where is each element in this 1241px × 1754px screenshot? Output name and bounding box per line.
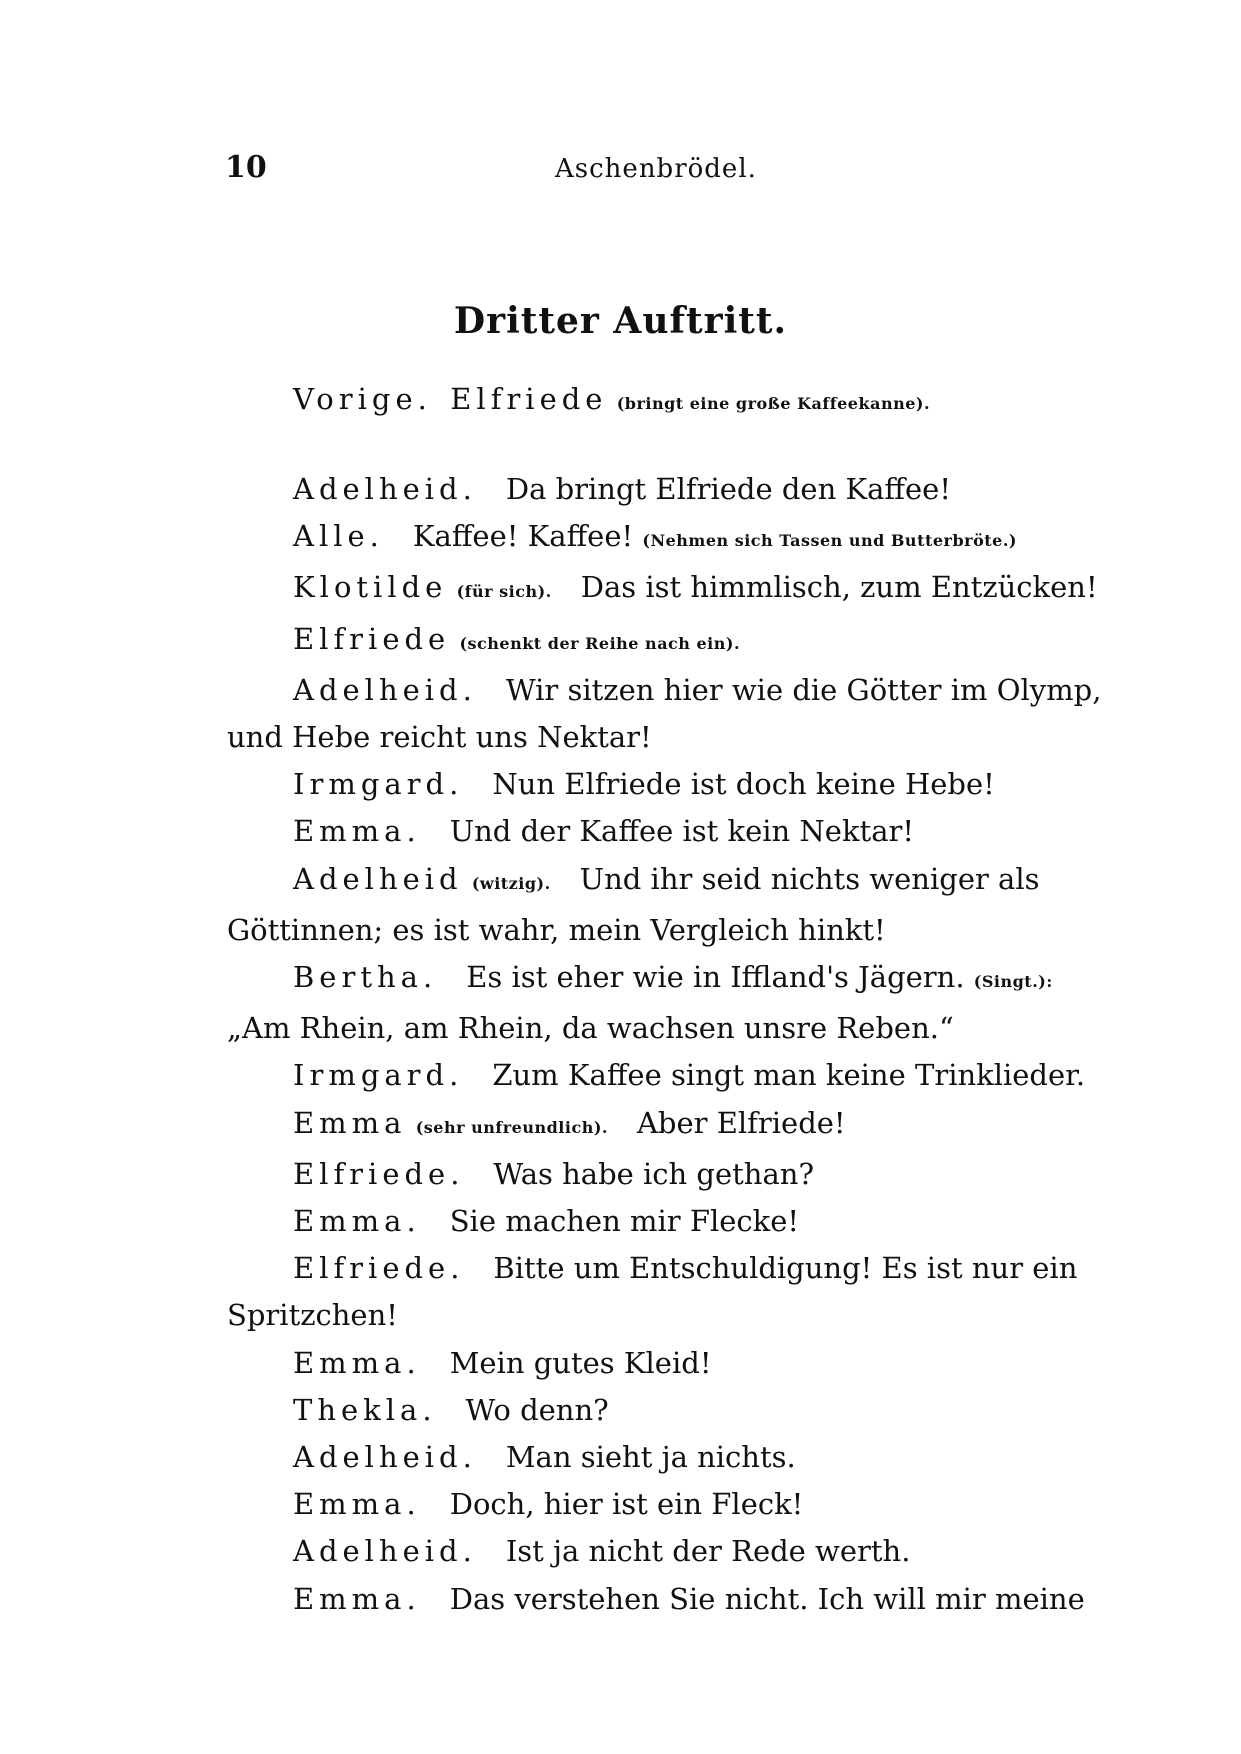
dialogue-text: Doch, hier ist ein Fleck! bbox=[449, 1487, 804, 1522]
dialogue-line bbox=[227, 1481, 1017, 1528]
speaker-name: Adelheid bbox=[293, 861, 463, 896]
dialogue-line bbox=[227, 1434, 1017, 1481]
running-title: Aschenbrödel. bbox=[555, 154, 757, 184]
stage-direction: (für sich). bbox=[456, 582, 552, 602]
dialogue-line bbox=[227, 1292, 1017, 1339]
dialogue-text: Kaffee! Kaffee! bbox=[412, 519, 634, 554]
scene-characters: Vorige. bbox=[293, 382, 432, 416]
dialogue-block bbox=[227, 466, 1102, 1623]
dialogue-line bbox=[227, 513, 1017, 564]
dialogue-text: Man sieht ja nichts. bbox=[505, 1440, 796, 1475]
dialogue-line bbox=[227, 1005, 1017, 1052]
dialogue-text: Es ist eher wie in Iffland's Jägern. bbox=[466, 960, 965, 995]
speaker-name: Emma. bbox=[293, 1581, 421, 1616]
dialogue-line bbox=[227, 907, 1017, 954]
speaker-name: Emma. bbox=[293, 1487, 421, 1522]
speaker-name: Irmgard. bbox=[293, 767, 464, 802]
dialogue-text: Und ihr seid nichts weniger als bbox=[579, 861, 1040, 896]
speaker-name: Thekla. bbox=[293, 1392, 437, 1427]
stage-direction: (Nehmen sich Tassen und Butterbröte.) bbox=[642, 531, 1017, 551]
dialogue-line bbox=[227, 954, 1053, 1005]
dialogue-text: Da bringt Elfriede den Kaffee! bbox=[505, 472, 951, 506]
dialogue-text: Zum Kaffee singt man keine Trinklieder. bbox=[492, 1058, 1086, 1093]
stage-direction: (sehr unfreundlich). bbox=[415, 1117, 608, 1137]
dialogue-text: Das verstehen Sie nicht. Ich will mir meine bbox=[449, 1581, 1085, 1616]
speaker-name: Adelheid. bbox=[293, 472, 477, 506]
dialogue-line bbox=[227, 1100, 1017, 1151]
dialogue-text: Mein gutes Kleid! bbox=[449, 1345, 712, 1380]
dialogue-line bbox=[227, 667, 1102, 714]
dialogue-text: Nun Elfriede ist doch keine Hebe! bbox=[492, 767, 995, 802]
speaker-name: Emma. bbox=[293, 1204, 421, 1239]
speaker-name: Emma. bbox=[293, 814, 421, 849]
dialogue-line bbox=[227, 616, 1017, 667]
dialogue-text: Das ist himmlisch, zum Entzücken! bbox=[580, 570, 1098, 605]
dialogue-line bbox=[227, 1151, 1017, 1198]
dialogue-text: Göttinnen; es ist wahr, mein Vergleich hinkt! bbox=[227, 912, 886, 947]
speaker-name: Alle. bbox=[293, 519, 384, 554]
dialogue-text: „Am Rhein, am Rhein, da wachsen unsre Reben.“ bbox=[227, 1011, 954, 1046]
speaker-name: Elfriede bbox=[293, 621, 451, 656]
dialogue-line bbox=[227, 1245, 1078, 1292]
speaker-name: Irmgard. bbox=[293, 1058, 464, 1093]
stage-direction: (Singt.): bbox=[973, 972, 1053, 992]
dialogue-text: Spritzchen! bbox=[227, 1298, 398, 1333]
dialogue-text: Wo denn? bbox=[465, 1392, 609, 1427]
scene-characters-line bbox=[293, 382, 930, 416]
dialogue-text: Wir sitzen hier wie die Götter im Olymp, bbox=[505, 672, 1102, 707]
dialogue-text: Was habe ich gethan? bbox=[493, 1156, 814, 1191]
dialogue-line bbox=[227, 1576, 1085, 1623]
speaker-name: Klotilde bbox=[293, 570, 448, 605]
scene-entering-character: Elfriede bbox=[450, 382, 608, 416]
dialogue-line bbox=[227, 856, 1040, 907]
dialogue-line bbox=[227, 1198, 1017, 1245]
dialogue-line bbox=[227, 761, 1017, 808]
speaker-name: Adelheid. bbox=[293, 1440, 477, 1475]
stage-direction: (witzig). bbox=[471, 873, 551, 893]
dialogue-text: Und der Kaffee ist kein Nektar! bbox=[449, 814, 914, 849]
page-header bbox=[225, 150, 1045, 190]
speaker-name: Adelheid. bbox=[293, 1534, 477, 1569]
dialogue-line bbox=[227, 1528, 1017, 1575]
dialogue-text: Sie machen mir Flecke! bbox=[449, 1204, 800, 1239]
speaker-name: Emma. bbox=[293, 1345, 421, 1380]
dialogue-line bbox=[227, 808, 1017, 855]
stage-direction: (schenkt der Reihe nach ein). bbox=[459, 633, 741, 653]
page-number: 10 bbox=[225, 150, 267, 185]
dialogue-text: Bitte um Entschuldigung! Es ist nur ein bbox=[493, 1251, 1078, 1286]
scene-title: Dritter Auftritt. bbox=[453, 300, 788, 342]
dialogue-line bbox=[227, 564, 1098, 615]
dialogue-line bbox=[227, 466, 1017, 513]
dialogue-text: Ist ja nicht der Rede werth. bbox=[505, 1534, 911, 1569]
dialogue-line bbox=[227, 1387, 1017, 1434]
dialogue-text: Aber Elfriede! bbox=[636, 1105, 846, 1140]
speaker-name: Adelheid. bbox=[293, 672, 477, 707]
scene-stage-direction: (bringt eine große Kaffeekanne). bbox=[616, 394, 931, 413]
dialogue-text: und Hebe reicht uns Nektar! bbox=[227, 720, 652, 755]
dialogue-line bbox=[227, 1052, 1086, 1099]
speaker-name: Bertha. bbox=[293, 960, 438, 995]
speaker-name: Elfriede. bbox=[293, 1156, 465, 1191]
dialogue-line bbox=[227, 714, 1017, 761]
dialogue-line bbox=[227, 1340, 1017, 1387]
speaker-name: Elfriede. bbox=[293, 1251, 465, 1286]
speaker-name: Emma bbox=[293, 1105, 407, 1140]
